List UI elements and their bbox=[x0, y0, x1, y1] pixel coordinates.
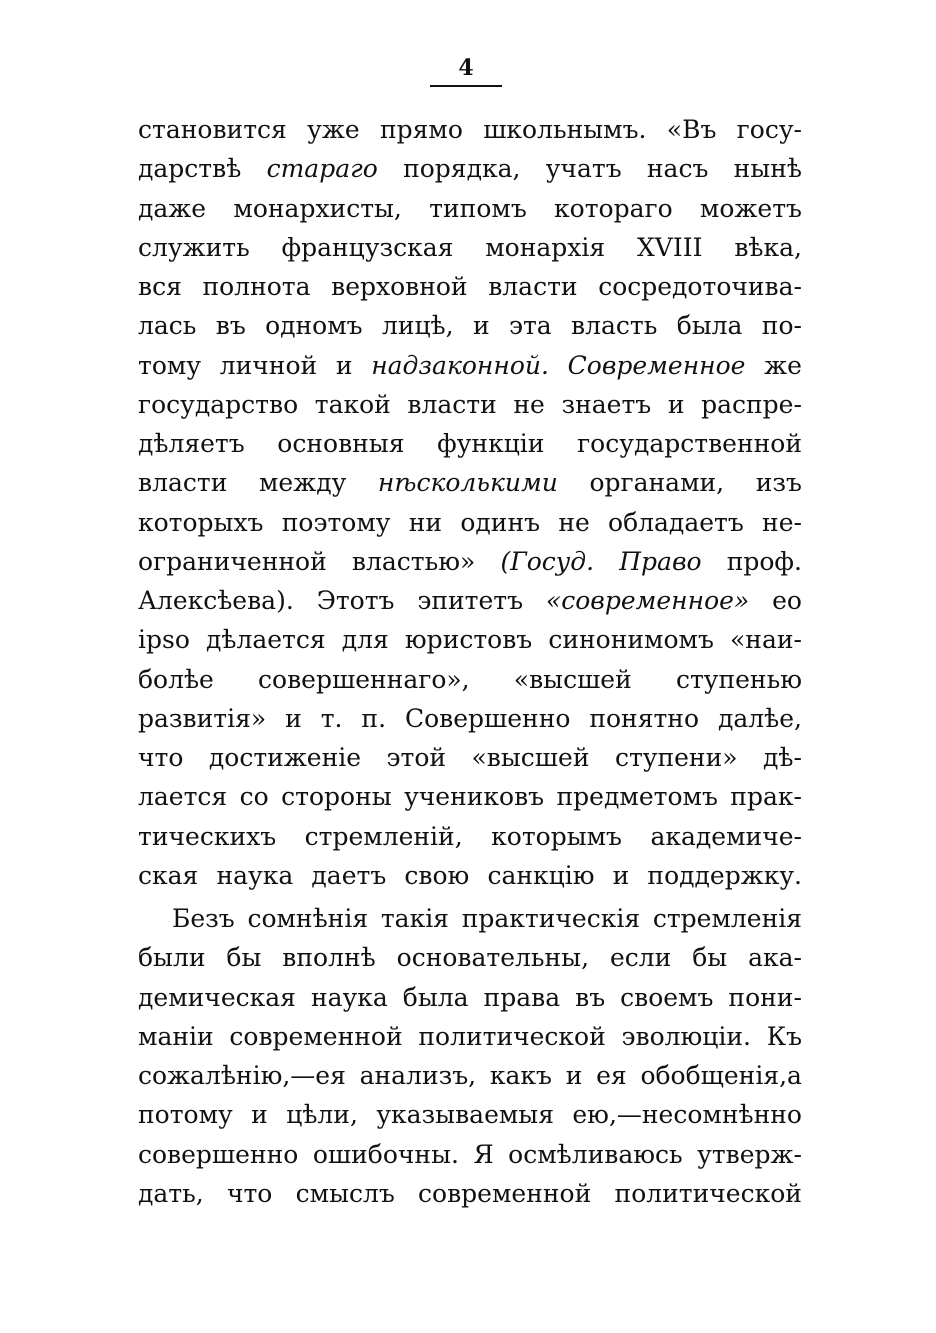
word: академиче- bbox=[650, 821, 802, 851]
word: лается bbox=[138, 782, 228, 812]
word: личной bbox=[219, 350, 318, 380]
word: тому bbox=[138, 350, 202, 380]
word: Этотъ bbox=[316, 586, 395, 615]
word: обладаетъ bbox=[608, 507, 744, 537]
word: потому bbox=[138, 1100, 233, 1130]
word: поддержку. bbox=[647, 860, 802, 890]
word: и bbox=[667, 389, 685, 419]
word: ни bbox=[408, 507, 443, 537]
word: «высшей bbox=[513, 664, 632, 694]
word: ошибочны. bbox=[312, 1139, 459, 1169]
word: властью» bbox=[351, 546, 476, 576]
word: эта bbox=[508, 311, 552, 341]
word: далѣе, bbox=[717, 703, 802, 733]
word: политической bbox=[614, 1178, 802, 1208]
word: анализъ, bbox=[359, 1061, 477, 1090]
word: «высшей bbox=[471, 743, 590, 772]
word: (Госуд. bbox=[500, 546, 595, 576]
word: же bbox=[764, 350, 802, 380]
word: власть bbox=[571, 311, 658, 341]
word: этой bbox=[386, 743, 447, 772]
word: знаетъ bbox=[561, 389, 652, 419]
word: распре- bbox=[701, 389, 802, 419]
text-line bbox=[138, 738, 802, 777]
word: Къ bbox=[766, 1021, 802, 1051]
word: синонимомъ bbox=[548, 625, 714, 655]
word: «Въ bbox=[666, 115, 717, 144]
text-line bbox=[138, 699, 802, 738]
word: достиженіе bbox=[208, 743, 362, 772]
word: не bbox=[513, 389, 545, 419]
word: понятно bbox=[589, 703, 700, 733]
word: становится bbox=[138, 115, 287, 144]
word: основательны, bbox=[396, 943, 590, 973]
word: «наи- bbox=[730, 625, 802, 655]
word: маніи bbox=[138, 1021, 214, 1051]
word: Алексѣева). bbox=[138, 586, 294, 615]
word: вполнѣ bbox=[282, 943, 376, 973]
word: была bbox=[676, 311, 743, 341]
word: поэтому bbox=[281, 507, 391, 537]
word: котораго bbox=[554, 193, 673, 223]
word: пони- bbox=[728, 982, 802, 1012]
word: верховной bbox=[331, 272, 468, 301]
word: государство bbox=[138, 389, 299, 419]
word: ipso bbox=[138, 625, 190, 655]
text-line bbox=[138, 978, 802, 1017]
word: и bbox=[251, 1100, 268, 1130]
word: «современное» bbox=[545, 586, 750, 615]
text-line bbox=[138, 1135, 802, 1174]
word: уже bbox=[307, 115, 360, 144]
word: болѣе bbox=[138, 664, 214, 694]
word: которымъ bbox=[491, 821, 622, 851]
page-number: 4 bbox=[430, 55, 502, 87]
word: стремленія bbox=[652, 904, 802, 933]
word: лась bbox=[138, 311, 197, 341]
word: въ bbox=[215, 311, 246, 341]
word: современной bbox=[229, 1021, 403, 1051]
text-line bbox=[138, 267, 802, 306]
word: органами, bbox=[589, 468, 725, 498]
word: государственной bbox=[577, 429, 802, 458]
word: учениковъ bbox=[404, 782, 545, 812]
word: обобщенія,а bbox=[640, 1061, 802, 1090]
word: Современное bbox=[567, 350, 746, 380]
word: т. bbox=[320, 703, 343, 733]
word: смыслъ bbox=[295, 1178, 395, 1208]
word: монархисты, bbox=[233, 193, 402, 223]
word: совершеннаго», bbox=[258, 664, 470, 694]
word: не bbox=[558, 507, 590, 537]
word: эпитетъ bbox=[417, 586, 524, 615]
word: изъ bbox=[755, 468, 802, 498]
word: ака- bbox=[748, 943, 802, 973]
word: типомъ bbox=[429, 193, 527, 223]
text-line bbox=[138, 660, 802, 699]
word: и bbox=[565, 1061, 583, 1090]
word: ступени» bbox=[614, 743, 738, 772]
word: со bbox=[239, 782, 269, 812]
word: служить bbox=[138, 232, 250, 262]
word: сосредоточива- bbox=[598, 272, 802, 301]
word: одинъ bbox=[460, 507, 541, 537]
word: нынѣ bbox=[733, 154, 802, 184]
word: какъ bbox=[489, 1061, 552, 1090]
word: тическихъ bbox=[138, 821, 277, 851]
word: одномъ bbox=[265, 311, 363, 341]
word: учатъ bbox=[545, 154, 622, 184]
word: ступенью bbox=[675, 664, 802, 694]
word: свою bbox=[404, 860, 470, 890]
word: дѣляетъ bbox=[138, 429, 245, 458]
word: дарствѣ bbox=[138, 154, 242, 184]
text-line bbox=[138, 463, 802, 502]
word: и bbox=[472, 311, 490, 341]
word: стороны bbox=[281, 782, 392, 812]
word: наука bbox=[216, 860, 294, 890]
word: была bbox=[402, 982, 469, 1012]
word: Совершенно bbox=[404, 703, 571, 733]
word: что bbox=[226, 1178, 273, 1208]
word: бы bbox=[692, 943, 728, 973]
word: п. bbox=[361, 703, 387, 733]
word: если bbox=[609, 943, 672, 973]
word: санкцію bbox=[487, 860, 595, 890]
word: стараго bbox=[266, 154, 378, 184]
text-line bbox=[138, 620, 802, 659]
word: даже bbox=[138, 193, 207, 223]
word: наука bbox=[310, 982, 388, 1012]
text-line bbox=[138, 856, 802, 895]
word: были bbox=[138, 943, 206, 973]
body-text bbox=[138, 110, 802, 1213]
word: демическая bbox=[138, 982, 296, 1012]
word: надзаконной. bbox=[371, 350, 549, 380]
text-line bbox=[138, 346, 802, 385]
word: нѣсколькими bbox=[377, 468, 558, 498]
word: вся bbox=[138, 272, 182, 301]
word: XVIII bbox=[637, 232, 703, 262]
text-line bbox=[138, 228, 802, 267]
word: стремленій, bbox=[304, 821, 463, 851]
word: сомнѣнія bbox=[247, 904, 369, 933]
word: такія bbox=[380, 904, 449, 933]
text-line bbox=[138, 899, 802, 938]
word: Право bbox=[619, 546, 702, 576]
word: въ bbox=[575, 982, 606, 1012]
word: ею,—несомнѣнно bbox=[572, 1100, 802, 1130]
word: порядка, bbox=[403, 154, 521, 184]
word: осмѣливаюсь bbox=[508, 1139, 683, 1169]
word: прак- bbox=[730, 782, 802, 812]
word: школьнымъ. bbox=[483, 115, 647, 144]
word: политической bbox=[418, 1021, 606, 1051]
word: права bbox=[483, 982, 561, 1012]
word: ская bbox=[138, 860, 199, 890]
word: власти bbox=[407, 389, 497, 419]
word: вѣка, bbox=[734, 232, 802, 262]
word: утверж- bbox=[697, 1139, 802, 1169]
text-line bbox=[138, 1174, 802, 1213]
word: основныя bbox=[277, 429, 405, 458]
word: современной bbox=[418, 1178, 592, 1208]
word: и bbox=[285, 703, 302, 733]
word: ея bbox=[596, 1061, 627, 1090]
word: и bbox=[612, 860, 630, 890]
word: прямо bbox=[379, 115, 463, 144]
text-line bbox=[138, 1056, 802, 1095]
word: дѣлается bbox=[206, 625, 326, 655]
word: не- bbox=[762, 507, 802, 537]
word: развитія» bbox=[138, 703, 267, 733]
word: что bbox=[138, 743, 184, 772]
word: Безъ bbox=[172, 904, 235, 933]
word: лицѣ, bbox=[381, 311, 454, 341]
text-line bbox=[138, 503, 802, 542]
word: дать, bbox=[138, 1178, 204, 1208]
word: французская bbox=[281, 232, 454, 262]
word: между bbox=[258, 468, 347, 498]
text-line bbox=[138, 424, 802, 463]
word: сожалѣнію,—ея bbox=[138, 1061, 346, 1090]
word: бы bbox=[226, 943, 262, 973]
word: даетъ bbox=[311, 860, 387, 890]
word: цѣли, bbox=[286, 1100, 358, 1130]
word: своемъ bbox=[620, 982, 714, 1012]
text-line bbox=[138, 385, 802, 424]
word: для bbox=[341, 625, 389, 655]
word: юристовъ bbox=[404, 625, 533, 655]
word: функціи bbox=[437, 429, 545, 458]
word: эволюціи. bbox=[621, 1021, 751, 1051]
text-line bbox=[138, 581, 802, 620]
text-line bbox=[138, 1017, 802, 1056]
text-line bbox=[138, 777, 802, 816]
word: дѣ- bbox=[763, 743, 802, 772]
word: власти bbox=[138, 468, 228, 498]
word: монархія bbox=[485, 232, 606, 262]
text-line bbox=[138, 938, 802, 977]
word: которыхъ bbox=[138, 507, 264, 537]
word: госу- bbox=[736, 115, 802, 144]
word: власти bbox=[488, 272, 578, 301]
word: насъ bbox=[646, 154, 709, 184]
word: указываемыя bbox=[376, 1100, 554, 1130]
word: совершенно bbox=[138, 1139, 299, 1169]
word: по- bbox=[761, 311, 802, 341]
word: проф. bbox=[726, 546, 802, 576]
word: ограниченной bbox=[138, 546, 327, 576]
text-line bbox=[138, 149, 802, 188]
word: можетъ bbox=[699, 193, 802, 223]
word: eo bbox=[772, 586, 802, 615]
word: предметомъ bbox=[556, 782, 718, 812]
word: практическія bbox=[461, 904, 641, 933]
text-line bbox=[138, 817, 802, 856]
word: и bbox=[335, 350, 353, 380]
text-line bbox=[138, 306, 802, 345]
text-line bbox=[138, 542, 802, 581]
text-line bbox=[138, 1095, 802, 1134]
word: такой bbox=[314, 389, 391, 419]
text-line bbox=[138, 110, 802, 149]
word: Я bbox=[473, 1139, 494, 1169]
word: полнота bbox=[202, 272, 311, 301]
text-line bbox=[138, 189, 802, 228]
